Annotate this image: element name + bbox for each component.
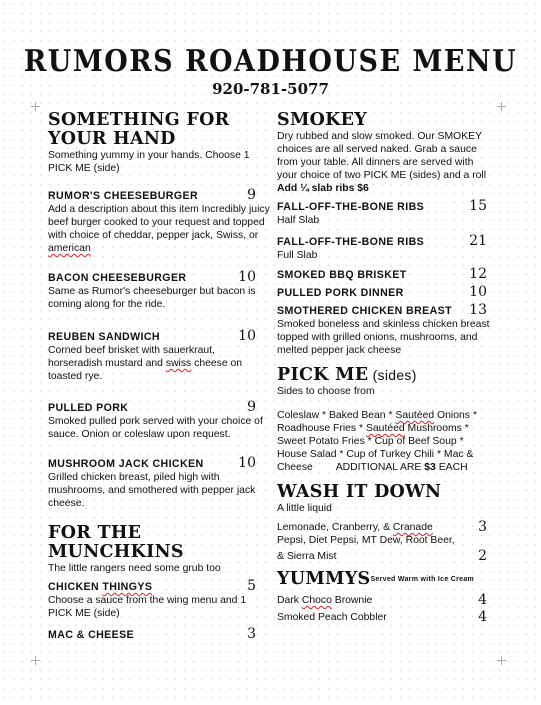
item-price: 10 [469, 284, 487, 300]
section-intro-sides: Sides to choose from [277, 386, 375, 397]
menu-item-smothered-chicken [277, 302, 495, 357]
item-price: 10 [238, 328, 256, 344]
menu-item-brisket [277, 266, 495, 282]
menu-item-cheeseburger [48, 187, 270, 255]
dessert-row-brownie: Dark Choco Brownie 4 [277, 594, 495, 607]
section-intro-hand: Something yummy in your hands. Choose 1 PICK ME (side) [48, 150, 250, 174]
smokey-addon: Add ¼ slab ribs $6 [277, 183, 369, 194]
margin-crop-mark [497, 656, 506, 665]
section-heading-yummys: YUMMYSServed Warm with Ice Cream [277, 569, 475, 589]
item-name: BACON CHEESEBURGER [48, 272, 187, 284]
item-description: Smoked boneless and skinless chicken breast topped with grilled onions, mushrooms, and melted pepper jack cheese [277, 319, 490, 356]
item-price: 3 [247, 626, 256, 642]
section-heading-munchkins: FOR THE MUNCHKINS [48, 523, 184, 562]
drinks-price-1: 3 [478, 519, 487, 535]
item-price: 15 [469, 198, 487, 214]
item-name: REUBEN SANDWICH [48, 331, 160, 343]
margin-crop-mark [497, 102, 506, 111]
item-description: Half Slab [277, 215, 320, 226]
left-column [48, 111, 270, 642]
menu-item-ribs-full [277, 233, 495, 262]
phone-number: 920-781-5077 [212, 80, 329, 98]
menu-title: RUMORS ROADHOUSE MENU [23, 44, 518, 79]
section-heading-hand: SOMETHING FOR YOUR HAND [48, 110, 230, 149]
margin-crop-mark [31, 102, 40, 111]
drinks-row-lemonade: Lemonade, Cranberry, & Cranade Pepsi, Diet Pepsi, MT Dew, Root Beer, 3 [277, 521, 495, 547]
section-heading-pick-me: PICK ME (sides) [277, 365, 417, 385]
item-price: 21 [469, 233, 487, 249]
section-intro-drinks: A little liquid [277, 503, 332, 514]
item-name: RUMOR'S CHEESEBURGER [48, 190, 199, 202]
sides-list: Coleslaw * Baked Bean * Sautéed Onions * Roadhouse Fries * Sautéed Mushrooms * Sweet Potato Fries * Cup of Beef Soup * House Salad * Cup of Turkey Chili * Mac & Cheese ADDITIONAL ARE $3 EACH [277, 410, 477, 473]
item-price: 12 [469, 266, 487, 282]
yummys-tagline: Served Warm with Ice Cream [370, 576, 475, 583]
item-name: MAC & CHEESE [48, 629, 135, 641]
menu-item-mac-cheese [48, 626, 270, 642]
margin-crop-mark [31, 656, 40, 665]
item-price: 9 [247, 187, 256, 203]
item-name: PULLED PORK DINNER [277, 287, 404, 299]
menu-item-chicken-thingys [48, 578, 270, 620]
item-name: SMOTHERED CHICKEN BREAST [277, 305, 452, 317]
menu-item-pulled-pork [48, 399, 270, 441]
item-price: 13 [469, 302, 487, 318]
item-price: 10 [238, 269, 256, 285]
item-description: Same as Rumor's cheeseburger but bacon is coming along for the ride. [48, 286, 256, 310]
item-name: PULLED PORK [48, 402, 129, 414]
menu-item-ribs-half [277, 198, 495, 227]
item-name: FALL-OFF-THE-BONE RIBS [277, 236, 425, 248]
section-intro-smokey: Dry rubbed and slow smoked. Our SMOKEY choices are all served naked. Grab a sauce from your table. All dinners are served with your choice of two PICK ME (sides) and a roll [277, 131, 487, 181]
dessert-row-cobbler: Smoked Peach Cobbler 4 [277, 611, 495, 624]
item-price: 10 [238, 455, 256, 471]
item-name: MUSHROOM JACK CHICKEN [48, 458, 204, 470]
dessert-price: 4 [478, 609, 487, 625]
item-description: Corned beef brisket with sauerkraut, horseradish mustard and swiss cheese on toasted rye. [48, 345, 243, 382]
right-column [277, 111, 495, 624]
dessert-price: 4 [478, 592, 487, 608]
item-description: Choose a sauce from the wing menu and 1 PICK ME (side) [48, 595, 247, 619]
section-heading-smokey: SMOKEY [277, 110, 368, 130]
item-name: CHICKEN THINGYS [48, 581, 153, 593]
drinks-price-2: 2 [478, 548, 487, 564]
item-name: FALL-OFF-THE-BONE RIBS [277, 201, 425, 213]
additional-sides-note: ADDITIONAL ARE $3 EACH [335, 462, 468, 473]
menu-item-pulled-pork-dinner [277, 284, 495, 300]
item-price: 5 [247, 578, 256, 594]
item-name: SMOKED BBQ BRISKET [277, 269, 407, 281]
item-price: 9 [247, 399, 256, 415]
menu-item-mushroom-jack [48, 455, 270, 510]
section-intro-munchkins: The little rangers need some grub too [48, 563, 221, 574]
drinks-row-sierra: & Sierra Mist 2 [277, 550, 495, 563]
item-description: Full Slab [277, 250, 318, 261]
section-heading-wash-it-down: WASH IT DOWN [277, 482, 442, 502]
menu-item-reuben [48, 328, 270, 383]
item-description: Smoked pulled pork served with your choice of sauce. Onion or coleslaw upon request. [48, 416, 263, 440]
menu-item-bacon-cheeseburger [48, 269, 270, 311]
item-description: Add a description about this item Incredibly juicy beef burger cooked to your request and topped with choice of cheddar, pepper jack, Swiss, or american [48, 204, 270, 254]
item-description: Grilled chicken breast, piled high with mushrooms, and smothered with pepper jack cheese. [48, 472, 256, 509]
